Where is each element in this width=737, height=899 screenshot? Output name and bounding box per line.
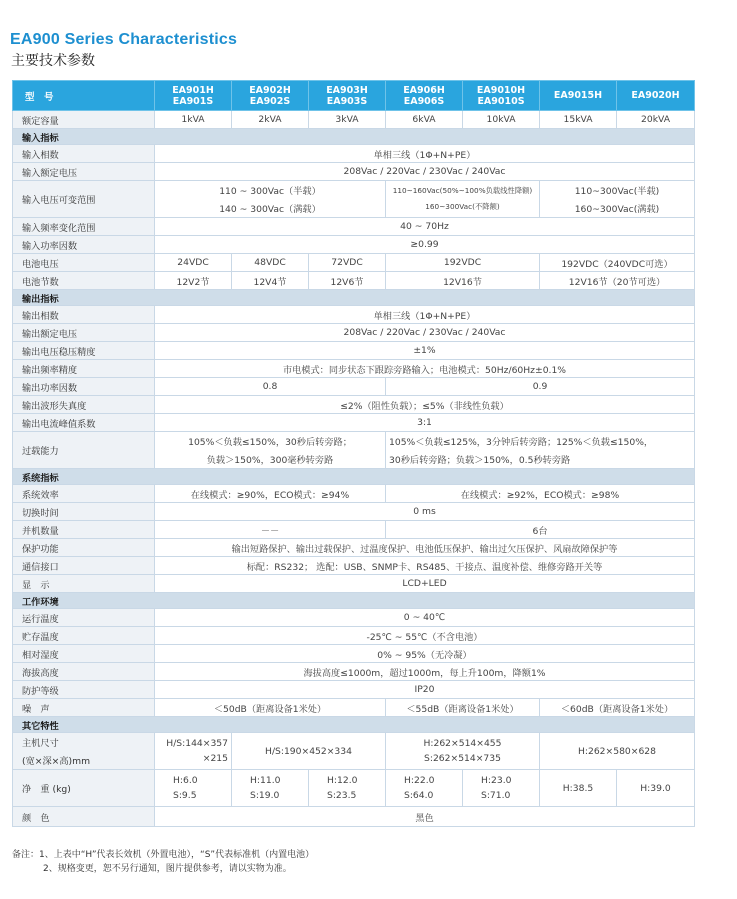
row-label: 贮存温度	[13, 627, 155, 645]
row-label: 输入频率变化范围	[13, 218, 155, 236]
cell-line: S:64.0	[404, 790, 434, 801]
cell-line: H:23.0	[481, 775, 512, 786]
model-ea9010: EA9010H EA9010S	[463, 81, 540, 111]
table-row	[13, 432, 695, 469]
cell-line: 主机尺寸	[22, 738, 59, 749]
cell: 0.9	[386, 378, 695, 396]
table-row	[13, 360, 695, 378]
row-label: 输入功率因数	[13, 236, 155, 254]
page-subtitle: 主要技术参数	[11, 53, 95, 69]
page-title: EA900 Series Characteristics	[10, 31, 238, 48]
cell-line: H:22.0	[404, 775, 435, 786]
cell: 12V6节	[309, 272, 386, 290]
spec-table	[12, 80, 695, 827]
cell-line: H/S:144×357	[166, 738, 228, 749]
cell	[386, 770, 463, 807]
section-title: 系统指标	[13, 469, 695, 485]
row-label: 电池节数	[13, 272, 155, 290]
footnote-1: 备注：1、上表中“H”代表长效机（外置电池），“S”代表标准机（内置电池）	[12, 850, 315, 860]
cell: 12V4节	[232, 272, 309, 290]
table-row	[13, 254, 695, 272]
section-row-input	[13, 129, 695, 145]
footnote-2: 2、规格变更，恕不另行通知，图片提供参考，请以实物为准。	[43, 864, 292, 874]
cell: 2kVA	[232, 111, 309, 129]
cell-line: 30秒后转旁路；负载＞150%，0.5秒转旁路	[389, 455, 571, 466]
cell: 3:1	[155, 414, 695, 432]
table-row	[13, 396, 695, 414]
table-row	[13, 557, 695, 575]
cell: H/S:190×452×334	[232, 733, 386, 770]
cell	[386, 432, 695, 469]
cell: 6kVA	[386, 111, 463, 129]
cell: ＜50dB（距离设备1米处）	[155, 699, 386, 717]
table-row	[13, 627, 695, 645]
table-row	[13, 807, 695, 827]
table-row	[13, 236, 695, 254]
cell: H:262×580×628	[540, 733, 695, 770]
cell: 0% ~ 95%（无冷凝）	[155, 645, 695, 663]
cell-line: H:6.0	[173, 775, 198, 786]
cell: 20kVA	[617, 111, 695, 129]
cell: 15kVA	[540, 111, 617, 129]
cell: ≥0.99	[155, 236, 695, 254]
section-row-output	[13, 290, 695, 306]
table-row	[13, 163, 695, 181]
row-label: 切换时间	[13, 503, 155, 521]
model-ea901: EA901H EA901S	[155, 81, 232, 111]
section-title: 其它特性	[13, 717, 695, 733]
cell-line: 负载＞150%，300毫秒转旁路	[206, 455, 334, 466]
cell: 3kVA	[309, 111, 386, 129]
cell-line: 140 ~ 300Vac（满载）	[219, 204, 321, 215]
footnotes	[12, 848, 314, 876]
cell: 12V16节（20节可选）	[540, 272, 695, 290]
cell: 72VDC	[309, 254, 386, 272]
model-ea906: EA906H EA906S	[386, 81, 463, 111]
table-row	[13, 503, 695, 521]
row-label: 额定容量	[13, 111, 155, 129]
section-title: 工作环境	[13, 593, 695, 609]
cell-line: 110~300Vac(半载)	[574, 186, 660, 197]
cell: 0 ms	[155, 503, 695, 521]
cell	[155, 770, 232, 807]
table-row	[13, 699, 695, 717]
cell-line: S:9.5	[173, 790, 197, 801]
cell	[463, 770, 540, 807]
cell: 在线模式：≥92%，ECO模式：≥98%	[386, 485, 695, 503]
cell: 海拔高度≤1000m，超过1000m，每上升100m，降额1%	[155, 663, 695, 681]
cell-line: 160~300Vac(不降额)	[425, 202, 500, 211]
cell: 10kVA	[463, 111, 540, 129]
row-label: 输出功率因数	[13, 378, 155, 396]
model-ea9020: EA9020H	[617, 81, 695, 111]
cell-line: S:71.0	[481, 790, 511, 801]
cell: 0.8	[155, 378, 386, 396]
table-row	[13, 485, 695, 503]
cell	[386, 733, 540, 770]
cell: 标配：RS232； 选配：USB、SNMP卡、RS485、干接点、温度补偿、维修旁路开关等	[155, 557, 695, 575]
table-row	[13, 342, 695, 360]
cell: LCD+LED	[155, 575, 695, 593]
cell: ＜60dB（距离设备1米处）	[540, 699, 695, 717]
cell: 单相三线（1Φ+N+PE）	[155, 306, 695, 324]
table-row	[13, 414, 695, 432]
row-label	[13, 733, 155, 770]
row-label: 海拔高度	[13, 663, 155, 681]
model-ea902: EA902H EA902S	[232, 81, 309, 111]
section-title: 输入指标	[13, 129, 695, 145]
row-label: 显 示	[13, 575, 155, 593]
cell-line: H:11.0	[250, 775, 281, 786]
cell-line: (宽×深×高)mm	[22, 756, 91, 767]
row-label: 输出波形失真度	[13, 396, 155, 414]
table-row	[13, 770, 695, 807]
row-label: 运行温度	[13, 609, 155, 627]
table-row	[13, 575, 695, 593]
row-label: 输出相数	[13, 306, 155, 324]
row-label: 输出频率精度	[13, 360, 155, 378]
table-row	[13, 663, 695, 681]
cell: 黑色	[155, 807, 695, 827]
cell: ＜55dB（距离设备1米处）	[386, 699, 540, 717]
cell	[386, 181, 540, 218]
table-row	[13, 378, 695, 396]
cell: 0 ~ 40℃	[155, 609, 695, 627]
cell: 48VDC	[232, 254, 309, 272]
cell: 输出短路保护、输出过载保护、过温度保护、电池低压保护、输出过欠压保护、风扇故障保护等	[155, 539, 695, 557]
table-row	[13, 218, 695, 236]
cell-line: S:262×514×735	[424, 753, 501, 764]
cell	[232, 770, 309, 807]
cell-line: 110 ~ 300Vac（半载）	[219, 186, 321, 197]
cell: H:38.5	[540, 770, 617, 807]
row-label: 保护功能	[13, 539, 155, 557]
table-row	[13, 539, 695, 557]
table-row	[13, 111, 695, 129]
cell: －－	[155, 521, 386, 539]
row-label: 通信接口	[13, 557, 155, 575]
table-row	[13, 324, 695, 342]
cell-line: S:19.0	[250, 790, 280, 801]
cell: 市电模式：同步状态下跟踪旁路输入；电池模式：50Hz/60Hz±0.1%	[155, 360, 695, 378]
cell: 6台	[386, 521, 695, 539]
cell-line: ×215	[202, 753, 228, 764]
row-label: 输入额定电压	[13, 163, 155, 181]
section-row-system	[13, 469, 695, 485]
cell-line: H:262×514×455	[423, 738, 502, 749]
cell: 单相三线（1Φ+N+PE）	[155, 145, 695, 163]
table-header-row	[13, 81, 695, 111]
table-row	[13, 521, 695, 539]
section-row-other	[13, 717, 695, 733]
cell-line: 110~160Vac(50%~100%负载线性降额)	[392, 186, 533, 195]
row-label: 过载能力	[13, 432, 155, 469]
row-label: 输出额定电压	[13, 324, 155, 342]
row-label: 净 重 (kg)	[13, 770, 155, 807]
cell: 192VDC	[386, 254, 540, 272]
cell: 208Vac / 220Vac / 230Vac / 240Vac	[155, 324, 695, 342]
row-label: 输入电压可变范围	[13, 181, 155, 218]
table-row	[13, 181, 695, 218]
cell	[540, 181, 695, 218]
cell: 1kVA	[155, 111, 232, 129]
cell-line: 105%＜负载≤150%，30秒后转旁路；	[188, 437, 352, 448]
row-label: 输入相数	[13, 145, 155, 163]
row-label: 噪 声	[13, 699, 155, 717]
cell: 40 ~ 70Hz	[155, 218, 695, 236]
table-row	[13, 609, 695, 627]
cell	[155, 733, 232, 770]
section-row-environment	[13, 593, 695, 609]
model-ea903: EA903H EA903S	[309, 81, 386, 111]
table-row	[13, 306, 695, 324]
table-row	[13, 733, 695, 770]
cell: 24VDC	[155, 254, 232, 272]
row-label: 系统效率	[13, 485, 155, 503]
cell: ≤2%（阻性负载）；≤5%（非线性负载）	[155, 396, 695, 414]
cell-line: H:12.0	[327, 775, 358, 786]
cell: -25℃ ~ 55℃（不含电池）	[155, 627, 695, 645]
table-row	[13, 645, 695, 663]
row-label: 电池电压	[13, 254, 155, 272]
row-label: 相对湿度	[13, 645, 155, 663]
model-ea9015: EA9015H	[540, 81, 617, 111]
row-label: 输出电压稳压精度	[13, 342, 155, 360]
cell: 192VDC（240VDC可选）	[540, 254, 695, 272]
cell-line: 160~300Vac(满载)	[574, 204, 660, 215]
cell: 208Vac / 220Vac / 230Vac / 240Vac	[155, 163, 695, 181]
cell	[155, 432, 386, 469]
cell-line: S:23.5	[327, 790, 357, 801]
section-title: 输出指标	[13, 290, 695, 306]
cell: H:39.0	[617, 770, 695, 807]
row-label: 颜 色	[13, 807, 155, 827]
cell-line: 105%＜负载≤125%，3分钟后转旁路；125%＜负载≤150%，	[389, 437, 654, 448]
row-label: 防护等级	[13, 681, 155, 699]
cell	[309, 770, 386, 807]
cell	[155, 181, 386, 218]
cell: ±1%	[155, 342, 695, 360]
cell: 在线模式：≥90%，ECO模式：≥94%	[155, 485, 386, 503]
cell: 12V2节	[155, 272, 232, 290]
table-row	[13, 145, 695, 163]
model-label: 型 号	[13, 81, 155, 111]
row-label: 输出电流峰值系数	[13, 414, 155, 432]
row-label: 并机数量	[13, 521, 155, 539]
table-row	[13, 681, 695, 699]
table-row	[13, 272, 695, 290]
cell: 12V16节	[386, 272, 540, 290]
cell: IP20	[155, 681, 695, 699]
